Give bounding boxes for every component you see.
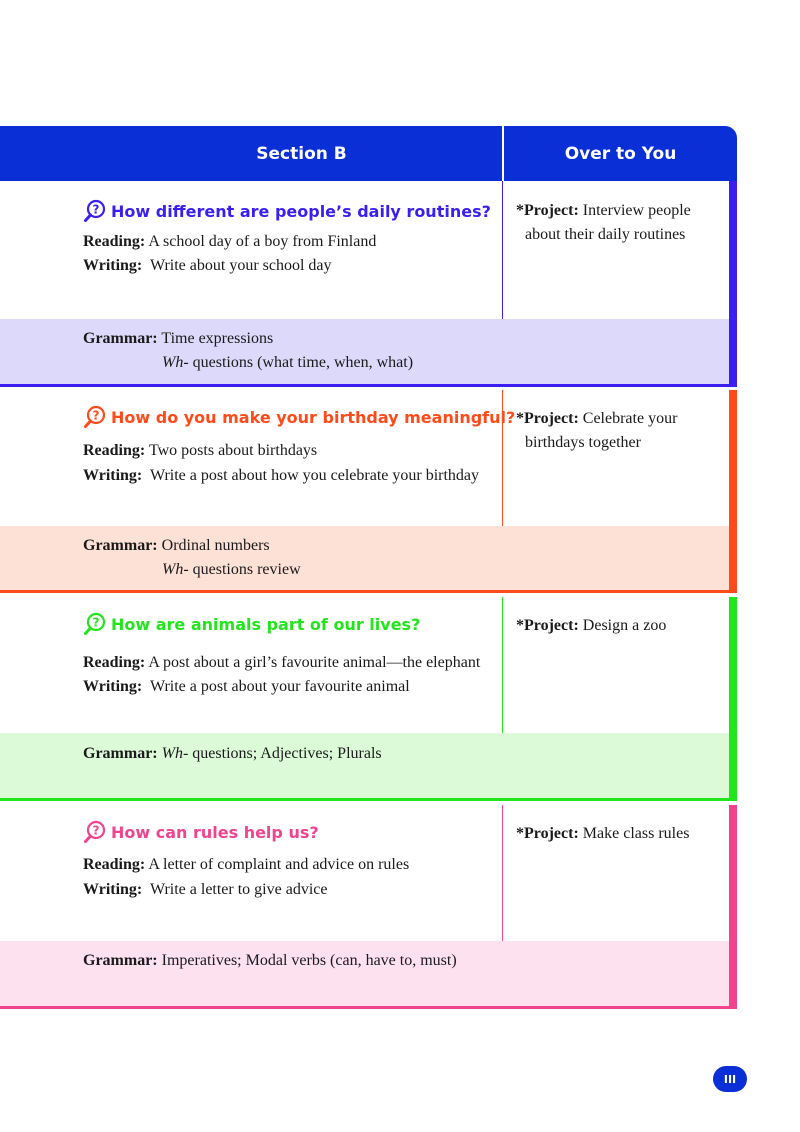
reading-text: A school day of a boy from Finland — [148, 233, 377, 250]
reading-label: Reading: — [83, 233, 146, 250]
svg-text:?: ? — [92, 615, 100, 630]
reading-line — [83, 654, 480, 672]
unit-bottom-line — [0, 590, 737, 593]
project-line-1: Interview people — [582, 202, 691, 219]
question-text: How do you make your birthday meaningful? — [111, 407, 516, 427]
question-title — [83, 405, 515, 429]
project-line-2: birthdays together — [525, 434, 641, 451]
svg-text:?: ? — [92, 823, 100, 838]
unit-bottom-line — [0, 798, 737, 801]
grammar-line-1 — [83, 330, 273, 348]
page-number-badge: III — [713, 1066, 747, 1092]
project-line-1: Celebrate your — [582, 410, 678, 427]
unit-color-bar — [729, 805, 737, 1009]
project-label: *Project: — [516, 410, 579, 427]
svg-text:?: ? — [92, 202, 100, 217]
question-magnifier-icon — [83, 405, 107, 429]
unit-bottom-line — [0, 1006, 737, 1009]
reading-label: Reading: — [83, 856, 146, 873]
reading-line — [83, 856, 409, 874]
writing-text: Write about your school day — [149, 257, 332, 274]
writing-line — [83, 257, 332, 275]
grammar-line-1 — [83, 745, 382, 763]
reading-line — [83, 442, 317, 460]
unit-color-bar — [729, 597, 737, 801]
reading-text: Two posts about birthdays — [148, 442, 318, 459]
grammar-line-1 — [83, 952, 457, 970]
reading-text: A post about a girl’s favourite animal—the elephant — [148, 654, 481, 671]
header-section-b: Section B — [256, 143, 347, 164]
header-over-to-you: Over to You — [564, 143, 677, 164]
question-title — [83, 820, 319, 844]
question-title — [83, 612, 420, 636]
grammar-line-2 — [162, 354, 413, 372]
grammar-label: Grammar: — [83, 952, 158, 969]
grammar-text-1: Time expressions — [161, 330, 274, 347]
writing-label: Writing: — [83, 881, 143, 898]
writing-label: Writing: — [83, 467, 143, 484]
project-line-2: about their daily routines — [525, 226, 686, 243]
grammar-label: Grammar: — [83, 745, 158, 762]
writing-text: Write a post about how you celebrate your birthday — [149, 467, 480, 484]
question-magnifier-icon — [83, 199, 107, 223]
column-divider — [502, 805, 503, 941]
grammar-line-2 — [162, 561, 301, 579]
project-label: *Project: — [516, 617, 579, 634]
project-text — [516, 614, 716, 638]
writing-label: Writing: — [83, 257, 143, 274]
writing-line — [83, 467, 479, 485]
grammar-label: Grammar: — [83, 330, 158, 347]
grammar-label: Grammar: — [83, 537, 158, 554]
grammar-band — [0, 526, 729, 590]
svg-text:?: ? — [92, 408, 100, 423]
grammar-band — [0, 319, 729, 384]
writing-text: Write a post about your favourite animal — [149, 678, 410, 695]
question-title — [83, 199, 491, 223]
question-magnifier-icon — [83, 612, 107, 636]
grammar-text-1: questions; Adjectives; Plurals — [188, 745, 382, 762]
unit-row — [0, 390, 737, 593]
grammar-line-1 — [83, 537, 270, 555]
unit-row — [0, 181, 737, 387]
writing-line — [83, 678, 410, 696]
grammar-italic: Wh- — [162, 561, 189, 578]
project-line-1: Make class rules — [582, 825, 690, 842]
grammar-italic: Wh- — [162, 354, 189, 371]
grammar-text-1: Imperatives; Modal verbs (can, have to, must) — [161, 952, 457, 969]
reading-label: Reading: — [83, 654, 146, 671]
reading-label: Reading: — [83, 442, 146, 459]
unit-row — [0, 805, 737, 1009]
unit-bottom-line — [0, 384, 737, 387]
question-magnifier-icon — [83, 820, 107, 844]
grammar-band — [0, 941, 729, 1006]
unit-color-bar — [729, 390, 737, 593]
question-text: How different are people’s daily routines? — [111, 201, 491, 221]
project-text — [516, 822, 716, 846]
grammar-italic: Wh- — [161, 745, 189, 762]
unit-color-bar — [729, 181, 737, 387]
table-header — [0, 126, 737, 181]
question-text: How are animals part of our lives? — [111, 614, 421, 634]
grammar-text-1: Ordinal numbers — [161, 537, 270, 554]
column-divider — [502, 597, 503, 733]
column-divider — [502, 181, 503, 319]
reading-text: A letter of complaint and advice on rules — [148, 856, 410, 873]
writing-label: Writing: — [83, 678, 143, 695]
unit-row — [0, 597, 737, 801]
reading-line — [83, 233, 376, 251]
project-line-1: Design a zoo — [582, 617, 667, 634]
grammar-band — [0, 733, 729, 798]
writing-line — [83, 881, 327, 899]
writing-text: Write a letter to give advice — [149, 881, 328, 898]
grammar-text-2: questions (what time, when, what) — [188, 354, 414, 371]
grammar-text-2: questions review — [188, 561, 301, 578]
question-text: How can rules help us? — [111, 822, 319, 842]
project-text — [516, 199, 716, 247]
project-text — [516, 407, 716, 455]
project-label: *Project: — [516, 202, 579, 219]
project-label: *Project: — [516, 825, 579, 842]
